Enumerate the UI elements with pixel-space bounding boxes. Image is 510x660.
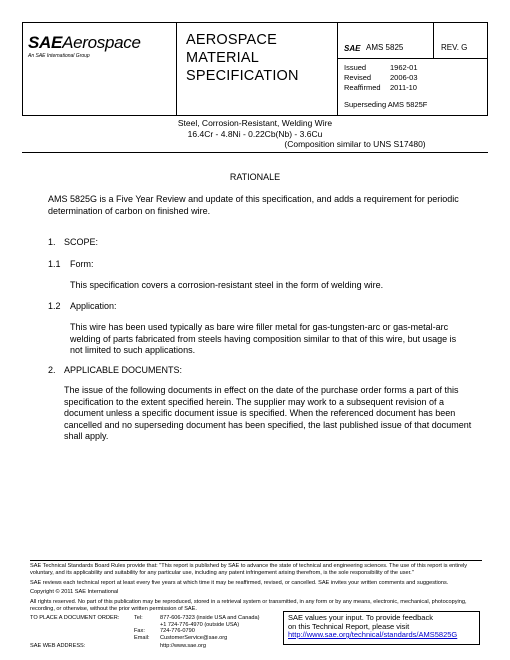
section-1-2-text: This wire has been used typically as bare wire filler metal for gas-tungsten-arc or gas-metal-arc welding of parts fabricated from steels having composition similar to that of this wire, but usage is not limited to such applications.	[70, 322, 457, 355]
fax-value: 724-776-0790	[160, 628, 195, 635]
web-address-link[interactable]: http://www.sae.org	[160, 643, 207, 649]
order-label: TO PLACE A DOCUMENT ORDER:	[30, 615, 120, 621]
tel-value: 877-606-7323 (inside USA and Canada)	[160, 615, 260, 621]
sae-mini-logo: SAE	[344, 44, 361, 53]
rationale-text: AMS 5825G is a Five Year Review and update of this specification, and adds a requirement for periodic determination of carbon on finished wire.	[48, 194, 459, 216]
section-2-title: APPLICABLE DOCUMENTS:	[64, 365, 183, 375]
header-divider-2	[337, 22, 338, 116]
review-text: SAE reviews each technical report at least every five years at which time it may be reaffirmed, revised, or cancelled. SAE invites your written comments and suggestions.	[30, 580, 449, 586]
superseding-label: Superseding AMS 5825F	[344, 100, 428, 109]
header-divider-4	[337, 58, 488, 59]
section-2-text: The issue of the following documents in effect on the date of the purchase order forms a part of this specification to the extent specified herein. The supplier may work to a subsequent revision of a document unless a specific document issue is specified. When the referenced document has been cancelled and no superseding document has been specified, the last published issue of that document shall apply.	[64, 385, 472, 441]
document-type: AEROSPACE MATERIAL SPECIFICATION	[186, 32, 299, 84]
header-divider-1	[176, 22, 177, 116]
order-contact-block: TO PLACE A DOCUMENT ORDER: Tel: 877-606-7323 (inside USA and Canada) +1 724-776-4970 (outside USA) Fax: 724-776-0790 Email: CustomerService@sae.org SAE WEB ADDRESS: http://www.sae.org	[30, 615, 260, 649]
document-number: AMS 5825	[366, 43, 404, 52]
footer-rule	[30, 560, 482, 561]
logo-tagline: An SAE International Group	[28, 53, 90, 59]
section-1-1-text: This specification covers a corrosion-resistant steel in the form of welding wire.	[70, 280, 384, 290]
copyright-text: Copyright © 2011 SAE International	[30, 589, 119, 595]
feedback-box: SAE values your input. To provide feedback on this Technical Report, please visit http://www.sae.org/technical/standards/AMS5825G	[283, 611, 480, 645]
revision-label: REV. G	[441, 43, 468, 52]
date-table: Issued 1962-01 Revised 2006-03 Reaffirmed 2011-10	[344, 63, 418, 92]
title-rule	[22, 152, 488, 153]
section-1-1-title: Form:	[70, 259, 94, 269]
section-1-number: 1.	[48, 237, 56, 247]
section-1-2-title: Application:	[70, 301, 117, 311]
header-divider-3	[433, 22, 434, 58]
section-1-1-number: 1.1	[48, 259, 61, 269]
feedback-link[interactable]: http://www.sae.org/technical/standards/AMS5825G	[288, 630, 458, 639]
section-1-2-number: 1.2	[48, 301, 61, 311]
section-2-number: 2.	[48, 365, 56, 375]
section-1-title: SCOPE:	[64, 237, 99, 247]
spec-title: Steel, Corrosion-Resistant, Welding Wire 16.4Cr - 4.8Ni - 0.22Cb(Nb) - 3.6Cu (Composition similar to UNS S17480)	[177, 118, 426, 149]
tel2-value: +1 724-776-4970 (outside USA)	[160, 621, 240, 628]
rationale-heading: RATIONALE	[229, 172, 281, 182]
web-label: SAE WEB ADDRESS:	[30, 643, 86, 649]
sae-aerospace-logo: SAEAerospace	[28, 33, 141, 52]
email-value[interactable]: CustomerService@sae.org	[160, 634, 228, 641]
rights-text: All rights reserved. No part of this publication may be reproduced, stored in a retrieval system or transmitted, in any form or by any means, electronic, mechanical, photocopying, recording, or otherwise, without the prior written permission of SAE.	[30, 599, 467, 612]
board-rules-text: SAE Technical Standards Board Rules provide that: "This report is published by SAE to advance the state of technical and engineering sciences. The use of this report is entirely voluntary, and its applicability and suitability for any particular use, including any patent infringement arising therefrom, is the sole responsibility of the user."	[30, 563, 468, 576]
